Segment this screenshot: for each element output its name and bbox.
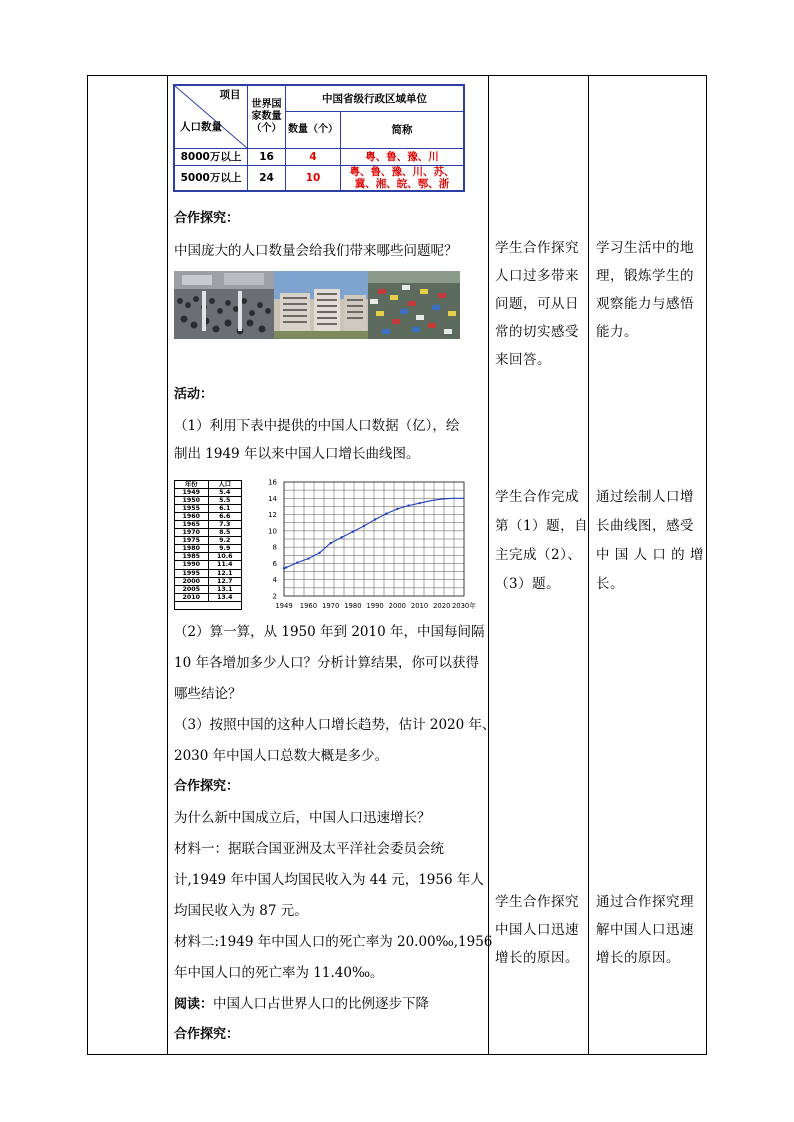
row1-count: 4 xyxy=(309,151,317,163)
year-table-row xyxy=(175,570,241,578)
year-table-row xyxy=(175,545,241,553)
population-cell: 8.5 xyxy=(219,529,231,537)
year-table-row xyxy=(175,497,241,505)
y-tick-label: 6 xyxy=(272,559,277,568)
year-table-header: 年份 人口 xyxy=(175,481,241,489)
data-point xyxy=(363,525,365,527)
population-cell: 12.1 xyxy=(216,569,233,577)
material1-line1: 材料一：据联合国亚洲及太平洋社会委员会统 xyxy=(174,841,444,857)
y-tick-label: 8 xyxy=(272,543,277,552)
year-table-row xyxy=(175,537,241,545)
table-divider-2 xyxy=(488,75,489,1055)
table-top-border xyxy=(87,75,706,76)
y-tick-label: 14 xyxy=(268,494,277,503)
population-cell: 11.4 xyxy=(216,561,233,569)
population-cell: 5.5 xyxy=(219,497,231,505)
y-tick-label: 4 xyxy=(272,576,277,585)
reading-text: 中国人口占世界人口的比例逐步下降 xyxy=(213,996,430,1012)
x-tick-label: 2010 xyxy=(410,602,429,610)
year-cell: 1965 xyxy=(175,521,209,528)
population-cell: 9.9 xyxy=(219,545,231,553)
x-tick-label: 1949 xyxy=(275,602,293,610)
x-tick-label: 1980 xyxy=(344,602,362,610)
data-point xyxy=(407,504,409,506)
crowd-photo xyxy=(174,271,274,339)
year-table-row xyxy=(175,513,241,521)
photo-strip xyxy=(174,271,460,339)
material1-line2: 计,1949 年中国人均国民收入为 44 元，1956 年人 xyxy=(174,872,484,888)
material2-line1: 材料二:1949 年中国人口的死亡率为 20.00‰,1956 xyxy=(174,934,493,950)
year-cell: 2010 xyxy=(175,594,209,601)
year-cell: 1995 xyxy=(175,570,209,577)
coop2-title: 合作探究： xyxy=(174,779,240,794)
data-point xyxy=(385,513,387,515)
activity-q1-line2: 制出 1949 年以来中国人口增长曲线图。 xyxy=(174,446,420,462)
data-point xyxy=(352,530,354,532)
population-cell: 6.6 xyxy=(219,513,231,521)
data-point xyxy=(374,518,376,520)
header-count: 数量（个） xyxy=(288,124,338,135)
header-china: 中国省级行政区域单位 xyxy=(322,92,427,105)
y-tick-label: 10 xyxy=(268,527,277,536)
year-table-row xyxy=(175,578,241,586)
activity-q1-line1: （1）利用下表中提供的中国人口数据（亿），绘 xyxy=(174,418,460,434)
material1-line3: 均国民收入为 87 元。 xyxy=(174,903,308,919)
year-cell: 1975 xyxy=(175,537,209,544)
x-tick-label: 2030年 xyxy=(451,602,477,610)
row2-abbr: 粤、鲁、豫、川、苏、冀、湘、皖、鄂、浙 xyxy=(349,166,455,190)
x-tick-label: 2020 xyxy=(433,602,451,610)
activity-q3-line1: （3）按照中国的这种人口增长趋势，估计 2020 年、 xyxy=(174,717,496,733)
year-cell: 1950 xyxy=(175,497,209,504)
material2-line2: 年中国人口的死亡率为 11.40‰。 xyxy=(174,965,384,981)
population-cell: 12.7 xyxy=(216,577,233,585)
population-cell: 5.4 xyxy=(219,489,231,497)
row2-world: 24 xyxy=(259,172,274,184)
year-cell: 2005 xyxy=(175,586,209,593)
x-tick-label: 1970 xyxy=(322,602,340,610)
y-tick-label: 16 xyxy=(268,478,277,487)
year-table-row xyxy=(175,594,241,602)
student-activity-3: 学生合作探究 中国人口迅速 增长的原因。 xyxy=(495,894,579,966)
x-tick-label: 2000 xyxy=(388,602,406,610)
buildings-photo xyxy=(274,271,368,339)
population-growth-chart xyxy=(264,476,480,612)
population-cell: 7.3 xyxy=(219,521,231,529)
population-cell: 13.1 xyxy=(216,585,233,593)
header-item: 项目 xyxy=(219,89,241,101)
reading-line xyxy=(174,991,429,1018)
year-cell: 2000 xyxy=(175,578,209,585)
population-cell: 6.1 xyxy=(219,505,231,513)
student-activity-2: 学生合作完成 第（1）题，自 主完成（2）、 （3）题。 xyxy=(495,489,589,592)
activity-q3-line2: 2030 年中国人口总数大概是多少。 xyxy=(174,748,389,764)
activity-q2-line3: 哪些结论？ xyxy=(174,686,242,702)
data-point xyxy=(318,552,320,554)
row1-world: 16 xyxy=(259,151,274,163)
population-cell: 10.6 xyxy=(216,553,233,561)
row2-count: 10 xyxy=(305,172,321,184)
year-cell: 1955 xyxy=(175,505,209,512)
x-tick-label: 1960 xyxy=(299,602,318,610)
year-table-row xyxy=(175,529,241,537)
population-year-table xyxy=(174,480,242,610)
activity-title: 活动： xyxy=(174,387,214,402)
year-cell: 1985 xyxy=(175,553,209,560)
coop3-title: 合作探究： xyxy=(174,1027,240,1042)
design-intent-2: 通过绘制人口增 长曲线图，感受 中 国 人 口 的 增 长。 xyxy=(596,489,704,592)
table-bottom-border xyxy=(87,1054,706,1055)
table-right-border xyxy=(706,75,707,1055)
year-cell: 1970 xyxy=(175,529,209,536)
coop1-title: 合作探究： xyxy=(174,211,240,226)
traffic-photo xyxy=(368,271,460,339)
year-table-row xyxy=(175,561,241,569)
population-cell: 13.4 xyxy=(216,593,233,601)
data-point xyxy=(418,502,420,504)
data-point xyxy=(396,508,398,510)
header-abbr: 简称 xyxy=(391,124,413,136)
table-divider-3 xyxy=(588,75,589,1055)
data-point xyxy=(296,561,298,563)
design-intent-3: 通过合作探究理 解中国人口迅速 增长的原因。 xyxy=(596,894,694,966)
activity-q2-line1: （2）算一算，从 1950 年到 2010 年，中国每间隔 xyxy=(174,624,485,640)
data-point xyxy=(285,566,287,568)
year-cell: 1990 xyxy=(175,561,209,568)
population-cell: 9.2 xyxy=(219,537,231,545)
population-table xyxy=(173,84,465,192)
data-point xyxy=(307,557,309,559)
year-table-row xyxy=(175,553,241,561)
year-table-row xyxy=(175,586,241,594)
year-cell: 1980 xyxy=(175,545,209,552)
reading-label: 阅读： xyxy=(174,997,214,1012)
y-tick-label: 12 xyxy=(268,511,277,520)
data-point xyxy=(283,567,285,569)
y-tick-label: 2 xyxy=(272,592,277,601)
year-table-row xyxy=(175,521,241,529)
row2-range: 5000万以上 xyxy=(180,172,242,184)
student-activity-1: 学生合作探究 人口过多带来 问题，可从日 常的切实感受 来回答。 xyxy=(495,240,579,368)
activity-q2-line2: 10 年各增加多少人口？分析计算结果，你可以获得 xyxy=(174,655,479,671)
data-point xyxy=(341,536,343,538)
coop1-question: 中国庞大的人口数量会给我们带来哪些问题呢？ xyxy=(174,243,458,259)
table-divider-1 xyxy=(167,75,168,1055)
header-population: 人口数量 xyxy=(180,121,222,133)
year-cell: 1949 xyxy=(175,489,209,496)
year-table-row xyxy=(175,489,241,497)
table-left-border xyxy=(87,75,88,1055)
year-table-row xyxy=(175,505,241,513)
design-intent-1: 学习生活中的地 理，锻炼学生的 观察能力与感悟 能力。 xyxy=(596,240,694,340)
coop2-question: 为什么新中国成立后，中国人口迅速增长？ xyxy=(174,810,431,826)
x-tick-label: 1990 xyxy=(366,602,384,610)
year-cell: 1960 xyxy=(175,513,209,520)
data-point xyxy=(329,542,331,544)
row1-range: 8000万以上 xyxy=(180,151,242,163)
row1-abbr: 粤、鲁、豫、川 xyxy=(365,151,439,163)
header-world: 世界国家数量（个） xyxy=(251,99,282,134)
